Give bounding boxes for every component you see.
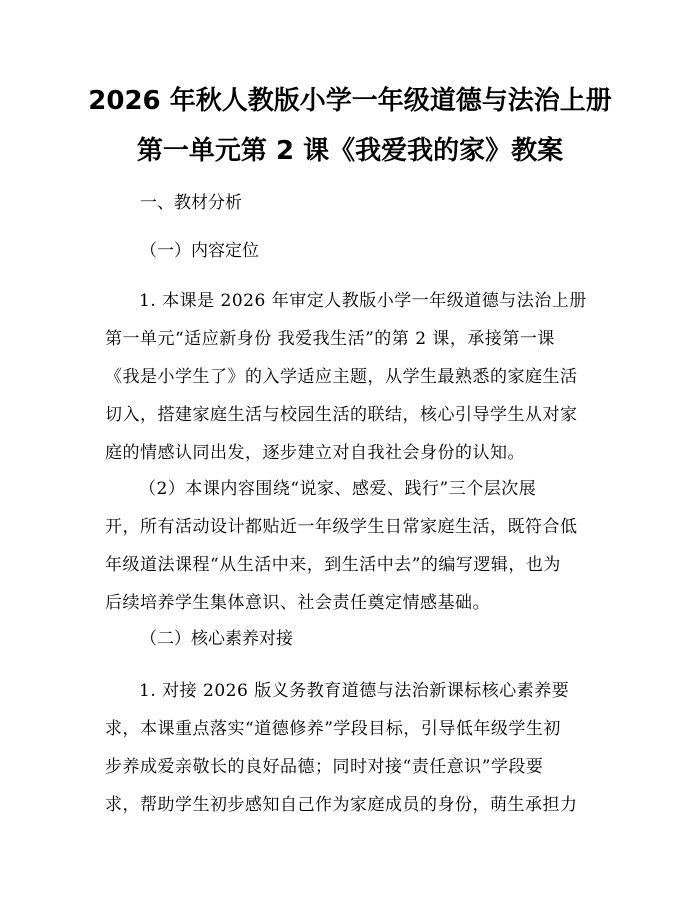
paragraph-line: 切入，搭建家庭生活与校园生活的联结，核心引导学生从对家	[105, 405, 578, 425]
section-heading-textbook-analysis: 一、教材分析	[140, 193, 242, 213]
paragraph-2	[105, 470, 605, 622]
paragraph-1	[105, 282, 605, 472]
paragraph-line: 求，本课重点落实“道德修养”学段目标，引导低年级学生初	[105, 719, 561, 739]
paragraph-line: 年级道法课程“从生活中来，到生活中去”的编写逻辑，也为	[105, 555, 561, 575]
paragraph-line: （2）本课内容围绕“说家、感爱、践行”三个层次展	[139, 479, 537, 499]
subsection-heading-core-literacy: （二）核心素养对接	[140, 629, 293, 649]
document-title-line-2: 第一单元第 2 课《我爱我的家》教案	[136, 136, 564, 166]
paragraph-line: 后续培养学生集体意识、社会责任奠定情感基础。	[105, 593, 490, 613]
paragraph-line: 1. 本课是 2026 年审定人教版小学一年级道德与法治上册	[139, 291, 587, 311]
paragraph-line: 《我是小学生了》的入学适应主题，从学生最熟悉的家庭生活	[105, 367, 578, 387]
paragraph-line: 庭的情感认同出发，逐步建立对自我社会身份的认知。	[105, 443, 525, 463]
document-title-line-1: 2026 年秋人教版小学一年级道德与法治上册	[88, 86, 612, 116]
paragraph-line: 步养成爱亲敬长的良好品德；同时对接“责任意识”学段要	[105, 757, 544, 777]
paragraph-3	[105, 672, 605, 824]
paragraph-line: 第一单元“适应新身份 我爱我生活”的第 2 课，承接第一课	[105, 329, 555, 349]
paragraph-line: 1. 对接 2026 版义务教育道德与法治新课标核心素养要	[139, 681, 570, 701]
paragraph-line: 开，所有活动设计都贴近一年级学生日常家庭生活，既符合低	[105, 517, 578, 537]
paragraph-line: 求，帮助学生初步感知自己作为家庭成员的身份，萌生承担力	[105, 795, 578, 815]
subsection-heading-content-positioning: （一）内容定位	[140, 241, 259, 261]
